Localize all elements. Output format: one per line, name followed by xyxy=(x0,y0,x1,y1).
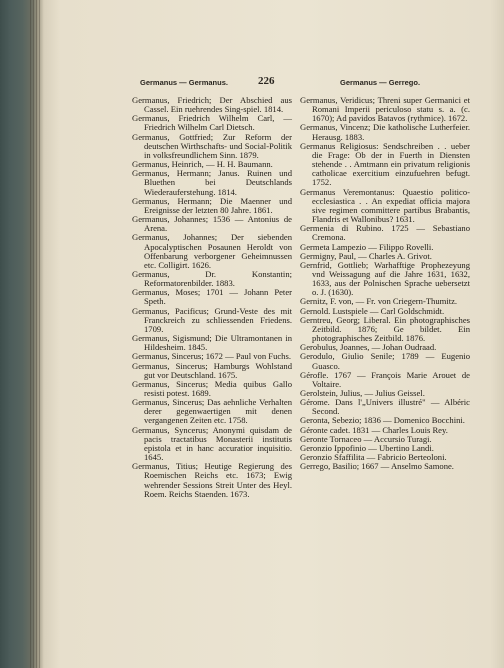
index-entry: Gerodulo, Giulio Senile; 1789 — Eugenio Guasco. xyxy=(300,351,470,371)
index-entry: Germanus Veremontanus: Quaestio politico-ecclesiastica . . An expediat officia majora sive regimen committere partibus Brabantis, Flandris et Wallonibus? 1631. xyxy=(300,186,470,225)
right-column xyxy=(300,96,470,471)
index-entry: Germanus, Sincerus; Hamburgs Wohlstand gut vor Deutschland. 1675. xyxy=(132,360,292,380)
index-entry: Germanus Religiosus: Sendschreiben . . ueber die Frage: Ob der in Fuerth in Diensten stehende . . Amtmann ein privatum religionis catholicae exercitium einzufuehren befugt. 1752. xyxy=(300,140,470,188)
header-left: Germanus — Germanus. xyxy=(140,78,228,87)
index-entry: Gernold. Lustspiele — Carl Goldschmidt. xyxy=(300,305,445,316)
index-entry: Germanus, Heinrich, — H. H. Baumann. xyxy=(132,159,273,170)
index-entry: Germanus, Gottfried; Zur Reform der deutschen Wirthschafts- und Social-Politik in volksfreundlichem Sinn. 1879. xyxy=(132,131,292,160)
index-entry: Géronte cadet. 1831 — Charles Louis Rey. xyxy=(300,424,448,435)
index-entry: Gerobulus, Joannes, — Johan Oudraad. xyxy=(300,342,437,353)
index-entry: Germanus, Hermann; Janus. Ruinen und Bluethen bei Deutschlands Wiederauferstehung. 1814. xyxy=(132,168,292,197)
index-entry: Germenia di Rubino. 1725 — Sebastiano Cremona. xyxy=(300,223,470,243)
index-entry: Germanus, Dr. Konstantin; Reformatorenbilder. 1883. xyxy=(132,268,292,289)
index-entry: Germanus, Sincerus; Media quibus Gallo resisti potest. 1689. xyxy=(132,378,292,398)
header-right: Germanus — Gerrego. xyxy=(340,78,421,87)
index-entry: Gernitz, F. von, — Fr. von Criegern-Thumitz. xyxy=(300,296,458,307)
index-entry: Gérofle. 1767 — François Marie Arouet de Voltaire. xyxy=(300,369,470,389)
index-entry: Germanus, Johannes; Der siebenden Apocalyptischen Posaunen Heroldt von Offenbarung verborgener Geheimnussen etc. Colligirt. 1626. xyxy=(132,232,292,270)
index-entry: Gérome. Dans l'„Univers illustré" — Albéric Second. xyxy=(300,397,470,417)
index-entry: Geronzio Sfaffilita — Fabricio Berteoloni. xyxy=(300,452,447,463)
index-entry: Germanus, Johannes; 1536 — Antonius de Arena. xyxy=(132,214,292,234)
index-entry: Geronzio Ippofinio — Ubertino Landi. xyxy=(300,442,434,453)
index-entry: Germanus, Friedrich Wilhelm Carl, — Friedrich Wilhelm Carl Dietsch. xyxy=(132,113,292,133)
page-number: 226 xyxy=(258,75,275,87)
index-entry: Gerolstein, Julius, — Julius Geissel. xyxy=(300,388,425,398)
index-entry: Germanus, Syncerus; Anonymi quisdam de pacis tractatibus Monasterii institutis epistola et in hanc accuratior inquisitio. 1645. xyxy=(132,424,292,463)
index-entry: Germanus, Vincenz; Die katholische Lutherfeier. Herausg. 1883. xyxy=(300,122,470,142)
index-entry: Germanus, Sincerus; 1672 — Paul von Fuchs. xyxy=(132,351,291,362)
index-entry: Germeta Lampezio — Filippo Rovelli. xyxy=(300,241,434,252)
index-entry: Germanus, Pacificus; Grund-Veste des mit Franckreich zu schliessenden Friedens. 1709. xyxy=(132,305,292,334)
index-entry: Gerrego, Basilio; 1667 — Anselmo Samone. xyxy=(300,461,454,472)
index-entry: Germanus, Veridicus; Threni super Germanici et Romani Imperii periculoso statu s. a. (c. 1670); Ad pavidos Batavos (rythmice). 1672. xyxy=(300,95,470,124)
index-entry: Germanus, Titius; Heutige Regierung des Roemischen Reichs etc. 1673; Ewig wehrender Sessions Streit Unter des Heyl. Roem. Reichs Staenden. 1673. xyxy=(132,461,292,499)
left-column xyxy=(132,96,292,499)
index-entry: Geronta, Sebezio; 1836 — Domenico Bocchini. xyxy=(300,415,465,426)
index-entry: Germanus, Sincerus; Das aehnliche Verhalten derer gegenwaertigen mit denen vergangenen Zeiten etc. 1758. xyxy=(132,397,292,426)
running-header xyxy=(0,76,504,90)
index-entry: Gernfrid, Gottlieb; Warhafftige Prophezeyung vnd Weissagung auf die Jahre 1631, 1632, 1633, aus der Polnischen Sprache uebersetzt o. J. (1630). xyxy=(300,259,470,298)
index-entry: Germanus, Friedrich; Der Abschied aus Cassel. Ein ruehrendes Sing-spiel. 1814. xyxy=(132,95,292,115)
index-entry: Germanus, Sigismund; Die Ultramontanen in Hildesheim. 1845. xyxy=(132,333,292,353)
page-edges xyxy=(30,0,42,668)
index-entry: Germanus, Hermann; Die Maenner und Ereignisse der letzten 80 Jahre. 1861. xyxy=(132,195,292,215)
index-entry: Germanus, Moses; 1701 — Johann Peter Speth. xyxy=(132,287,292,307)
index-entry: Geronte Tornaceo — Accursio Turagi. xyxy=(300,433,432,444)
index-entry: Gerntreu, Georg; Liberal. Ein photographisches Zeitbild. 1876; Ge bildet. Ein photographisches Zeitbild. 1876. xyxy=(300,314,470,344)
index-entry: Germigny, Paul, — Charles A. Grivot. xyxy=(300,250,432,261)
